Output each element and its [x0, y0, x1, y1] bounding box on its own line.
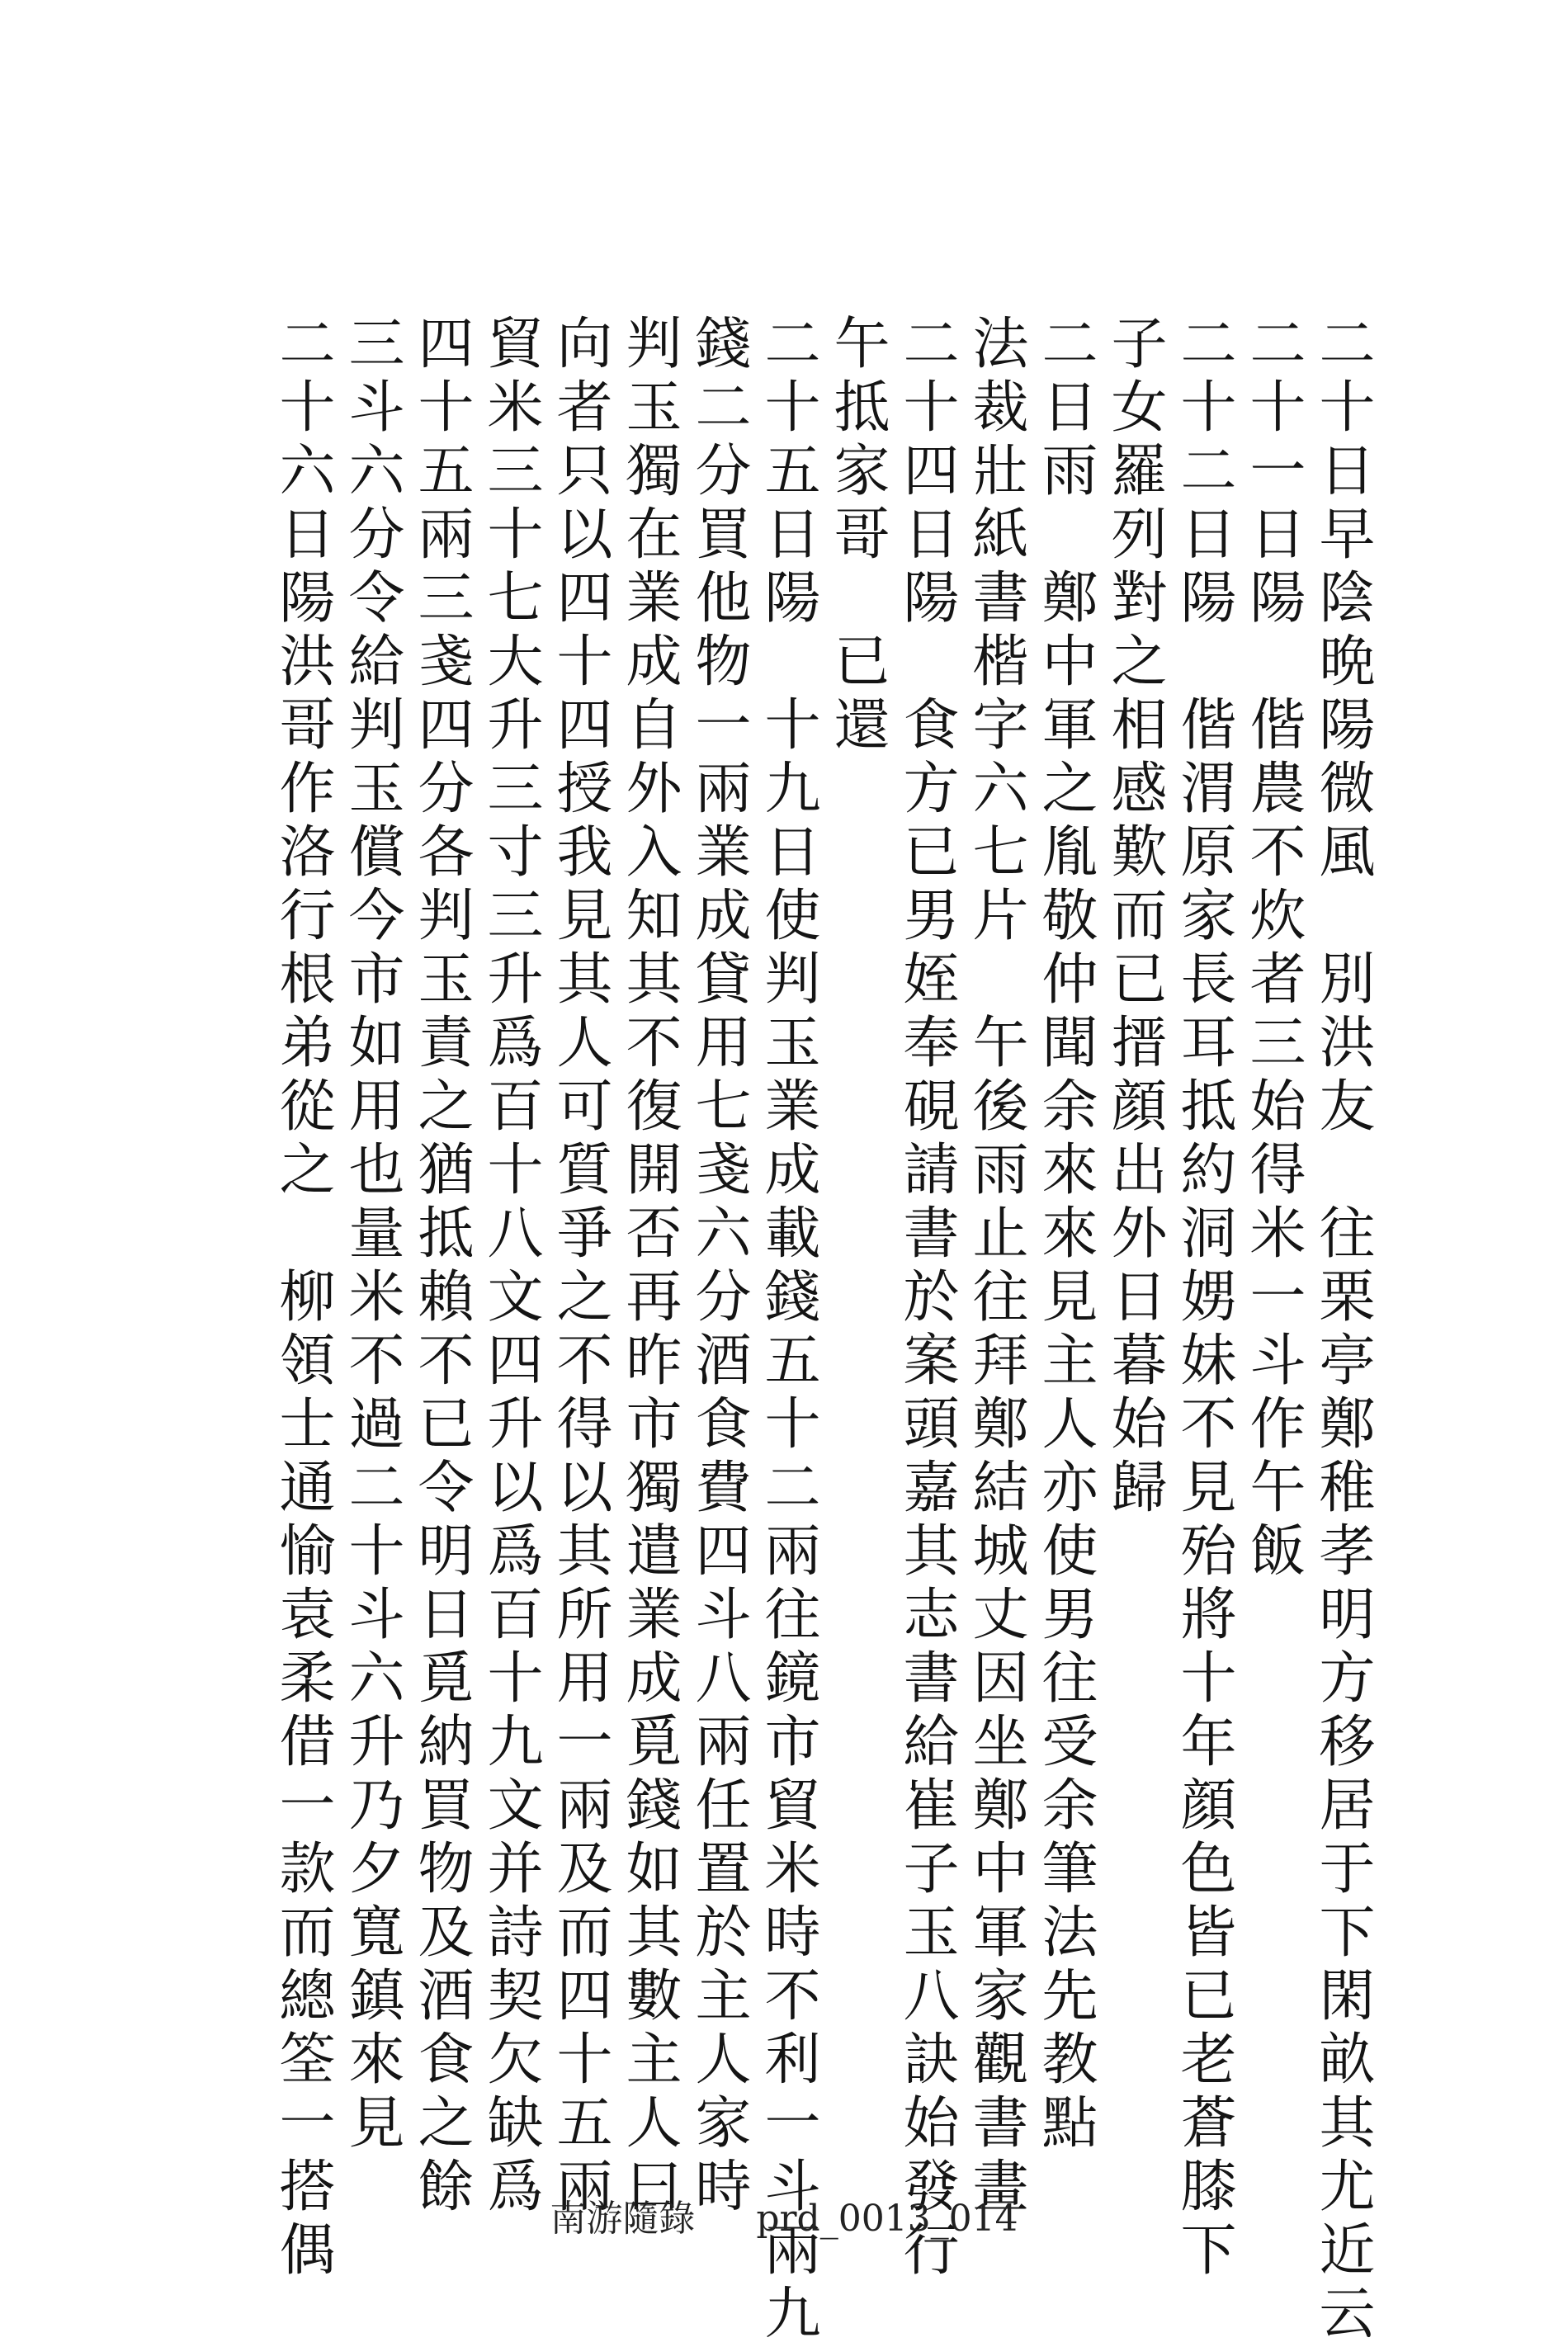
- text-column: 二十四日陽 食方已男姪奉硯請書於案頭嘉其志書給崔子玉八訣始發行: [894, 314, 959, 2283]
- text-column: 二十二日陽 偕渭原家長耳抵約洞娚妹不見殆將十年顔色皆已老蒼膝下: [1171, 314, 1236, 2283]
- text-column: 二十日早陰晩陽微風 別洪友 往栗亭鄭稚孝明方移居于下閑畝其尤近云: [1310, 314, 1375, 2347]
- text-column: 四十五兩三戔四分各判玉責之猶抵賴不已令明日覓納買物及酒食之餘: [409, 314, 474, 2220]
- text-column: 向者只以四十四授我見其人可質爭之不得以其所用一兩及而四十五兩: [547, 314, 612, 2220]
- text-column: 錢二分買他物一兩業成貸用七戔六分酒食費四斗八兩任置於主人家時: [686, 314, 751, 2220]
- page-footer: [0, 2189, 1568, 2241]
- book-title: 南游隨錄: [550, 2198, 696, 2240]
- text-column: 二日雨 鄭中軍之胤敬仲聞余來來見主人亦使男往受余筆法先教點: [1032, 314, 1098, 2156]
- text-column: 二十一日陽 偕農不炊者三始得米一斗作午飯: [1240, 314, 1306, 1584]
- text-column: 法裁壯紙書楷字六七片 午後雨止往拜鄭結城丈因坐鄭中軍家觀書畫: [963, 314, 1028, 2220]
- text-column: 貿米三十七大升三寸三升爲百十八文四升以爲百十九文并詩契欠缺爲: [478, 314, 543, 2220]
- text-column: 判玉獨在業成自外入知其不復開否再昨市獨遣業成覓錢如其數主人曰: [616, 314, 682, 2220]
- page-id: prd_0013_014: [756, 2198, 1018, 2240]
- text-column: 午抵家哥 已還: [824, 314, 890, 758]
- text-column: 三斗六分令給判玉償今市如用也量米不過二十斗六升乃夕寬鎮來見: [339, 314, 404, 2156]
- text-column: 子女羅列對之相感歎而已搢顔出外日暮始歸: [1102, 314, 1167, 1521]
- text-column: 二十五日陽 十九日使判玉業成載錢五十二兩往鏡市貿米時不利一斗兩九: [755, 314, 820, 2347]
- text-column: 二十六日陽洪哥作洛行根弟從之 柳領士通愉袁柔借一款而總筌一搭偶: [270, 314, 335, 2283]
